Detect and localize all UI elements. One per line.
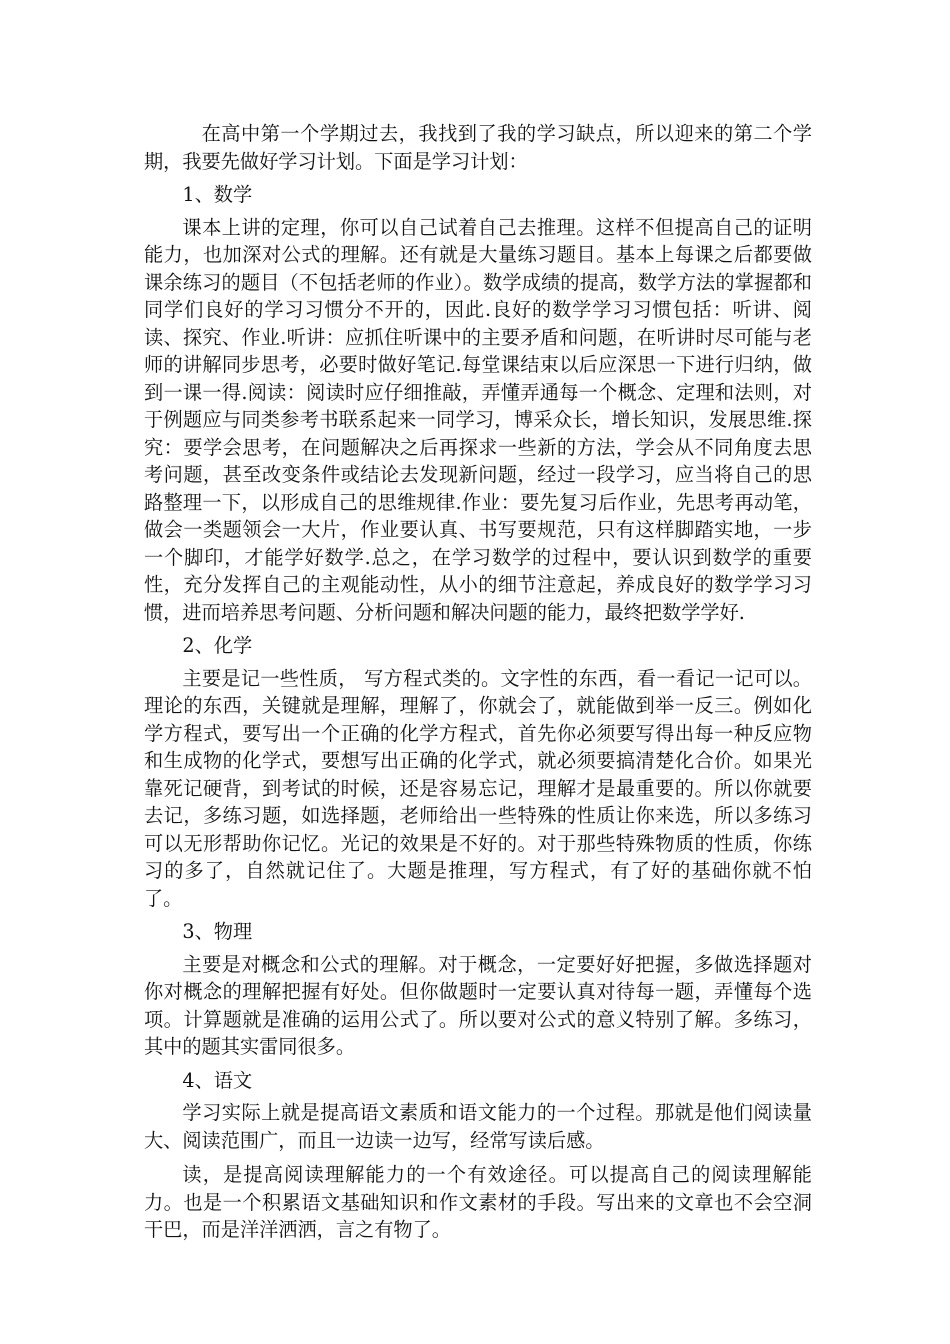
section-chemistry [144, 632, 812, 912]
section-heading: 4、语文 [182, 1068, 253, 1092]
section-math [144, 181, 812, 626]
section-paragraph: 主要是记一些性质， 写方程式类的。文字性的东西，看一看记一记可以。理论的东西，关键就是理解，理解了，你就会了，就能做到举一反三。例如化学方程式，要写出一个正确的化学方程式，首先你必须要写得出每一种反应物和生成物的化学式，要想写出正确的化学式，就必须要搞清楚化合价。如果光靠死记硬背，到考试的时候，还是容易忘记，理解才是最重要的。所以你就要去记，多练习题，如选择题，老师给出一些特殊的性质让你来选，所以多练习可以无形帮助你记忆。光记的效果是不好的。对于那些特殊物质的性质，你练习的多了，自然就记住了。大题是推理，写方程式，有了好的基础你就不怕了。 [144, 666, 812, 910]
section-paragraph: 读，是提高阅读理解能力的一个有效途径。可以提高自己的阅读理解能力。也是一个积累语文基础知识和作文素材的手段。写出来的文章也不会空洞干巴，而是洋洋洒洒，言之有物了。 [144, 1163, 812, 1241]
document-page [144, 120, 812, 1249]
section-paragraph: 主要是对概念和公式的理解。对于概念，一定要好好把握，多做选择题对你对概念的理解把握有好处。但你做题时一定要认真对待每一题，弄懂每个选项。计算题就是准确的运用公式了。所以要对公式的意义特别了解。多练习，其中的题其实雷同很多。 [144, 952, 812, 1058]
section-chinese [144, 1067, 812, 1244]
section-heading: 1、数学 [182, 183, 253, 206]
section-paragraph: 课本上讲的定理，你可以自己试着自己去推理。这样不但提高自己的证明能力，也加深对公式的理解。还有就是大量练习题目。基本上每课之后都要做课余练习的题目（不包括老师的作业）。数学成绩的提高，数学方法的掌握都和同学们良好的学习习惯分不开的，因此.良好的数学学习习惯包括：听讲、阅读、探究、作业.听讲：应抓住听课中的主要矛盾和问题，在听讲时尽可能与老师的讲解同步思考，必要时做好笔记.每堂课结束以后应深思一下进行归纳，做到一课一得.阅读：阅读时应仔细推敲，弄懂弄通每一个概念、定理和法则，对于例题应与同类参考书联系起来一同学习，博采众长，增长知识，发展思维.探究：要学会思考，在问题解决之后再探求一些新的方法，学会从不同角度去思考问题，甚至改变条件或结论去发现新问题，经过一段学习，应当将自己的思路整理一下，以形成自己的思维规律.作业：要先复习后作业，先思考再动笔，做会一类题领会一大片，作业要认真、书写要规范，只有这样脚踏实地，一步一个脚印，才能学好数学.总之，在学习数学的过程中，要认识到数学的重要性，充分发挥自己的主观能动性，从小的细节注意起，养成良好的数学学习习惯，进而培养思考问题、分析问题和解决问题的能力，最终把数学学好. [144, 215, 812, 624]
section-heading: 2、化学 [182, 634, 253, 657]
intro-paragraph: 在高中第一个学期过去，我找到了我的学习缺点，所以迎来的第二个学期，我要先做好学习计划。下面是学习计划： [144, 122, 812, 173]
section-heading: 3、物理 [182, 920, 253, 943]
section-physics [144, 918, 812, 1061]
section-paragraph: 学习实际上就是提高语文素质和语文能力的一个过程。那就是他们阅读量大、阅读范围广，而且一边读一边写，经常写读后感。 [144, 1101, 812, 1152]
